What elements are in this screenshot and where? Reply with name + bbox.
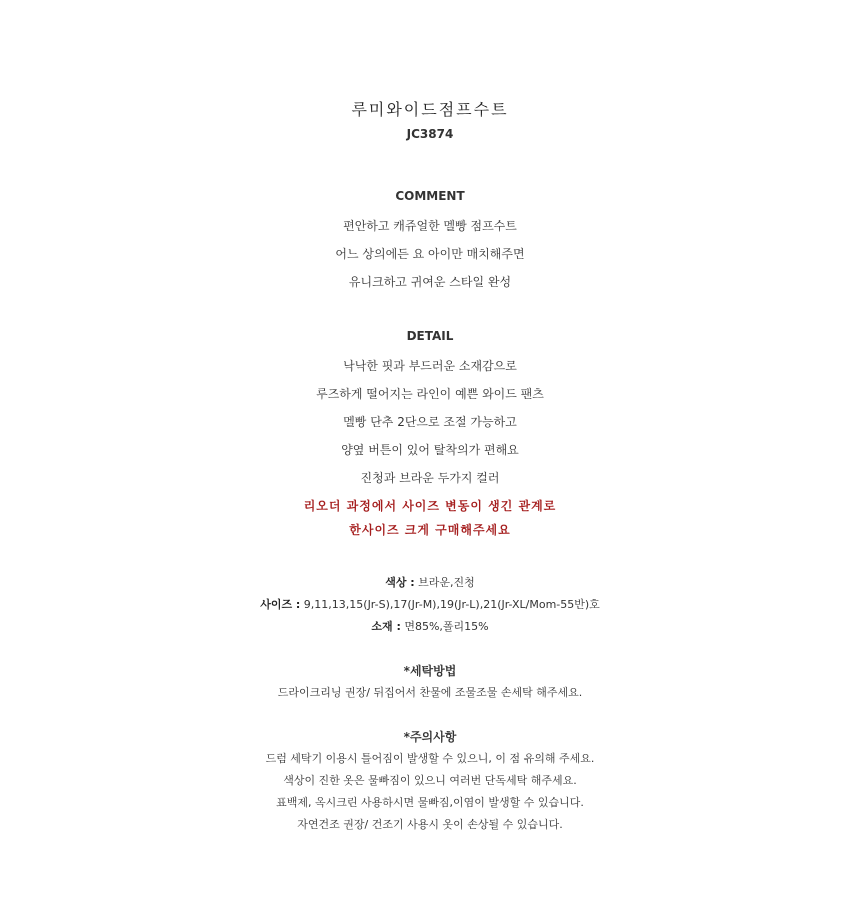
spec-label: 소재 : [371, 620, 401, 633]
spec-value: 9,11,13,15(Jr-S),17(Jr-M),19(Jr-L),21(Jr-XL/Mom-55반)호 [303, 598, 600, 611]
spec-label: 사이즈 : [260, 598, 301, 611]
comment-line: 유니크하고 귀여운 스타일 완성 [348, 275, 512, 289]
caution-line: 표백제, 옥시크린 사용하시면 물빠짐,이염이 발생할 수 있습니다. [276, 796, 584, 809]
detail-line: 진청과 브라운 두가지 컬러 [360, 471, 500, 485]
product-title: 루미와이드점프수트 [351, 100, 509, 119]
detail-heading: DETAIL [406, 329, 454, 343]
detail-line: 멜빵 단추 2단으로 조절 가능하고 [343, 415, 517, 429]
size-notice: 리오더 과정에서 사이즈 변동이 생긴 관계로 [303, 499, 557, 513]
detail-line: 양옆 버튼이 있어 탈착의가 편해요 [341, 443, 519, 457]
comment-line: 어느 상의에든 요 아이만 매치해주면 [335, 247, 525, 261]
caution-line: 자연건조 권장/ 건조기 사용시 옷이 손상될 수 있습니다. [297, 818, 563, 831]
caution-line: 색상이 진한 옷은 물빠짐이 있으니 여러번 단독세탁 해주세요. [283, 774, 577, 787]
washing-line: 드라이크리닝 권장/ 뒤집어서 찬물에 조물조물 손세탁 해주세요. [277, 686, 583, 699]
detail-line: 낙낙한 핏과 부드러운 소재감으로 [343, 359, 517, 373]
washing-heading: *세탁방법 [403, 664, 457, 678]
comment-line: 편안하고 캐쥬얼한 멜빵 점프수트 [343, 219, 517, 233]
spec-value: 브라운,진청 [418, 576, 475, 589]
spec-size [0, 596, 860, 612]
comment-heading: COMMENT [395, 189, 465, 203]
detail-line: 루즈하게 떨어지는 라인이 예쁜 와이드 팬츠 [316, 387, 544, 401]
spec-color [0, 574, 860, 590]
spec-material [0, 618, 860, 634]
caution-line: 드럼 세탁기 이용시 틀어짐이 발생할 수 있으니, 이 점 유의해 주세요. [265, 752, 595, 765]
product-code: JC3874 [406, 127, 454, 141]
spec-label: 색상 : [385, 576, 415, 589]
caution-heading: *주의사항 [403, 730, 457, 744]
spec-value: 면85%,폴리15% [404, 620, 489, 633]
size-notice: 한사이즈 크게 구매해주세요 [349, 523, 511, 537]
